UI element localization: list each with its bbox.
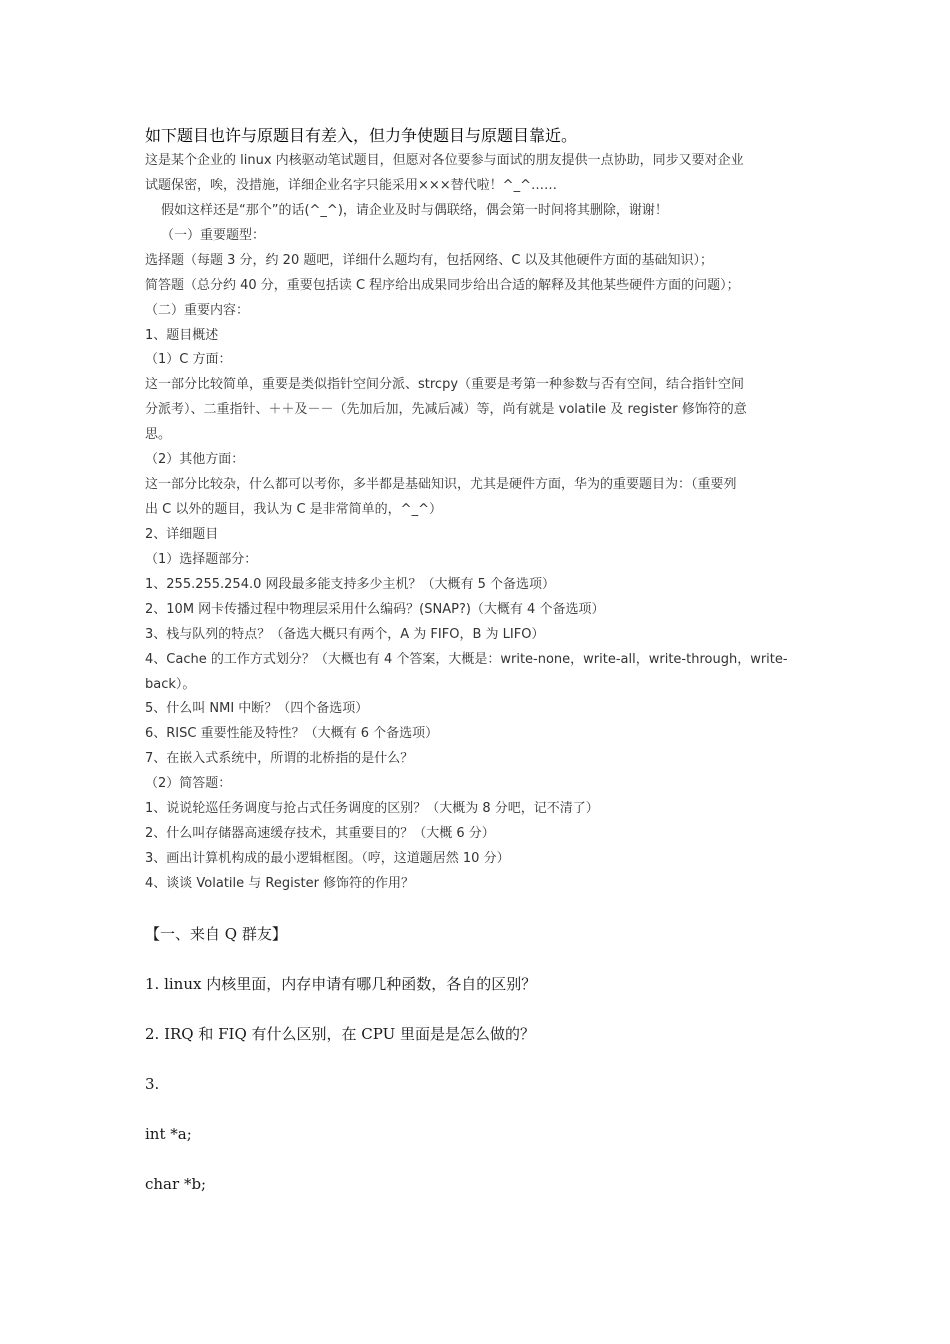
choice-item-7: 7、在嵌入式系统中，所谓的北桥指的是什么？ — [145, 751, 414, 766]
c-line-3: 思。 — [145, 427, 172, 442]
section1-label: （一）重要题型： — [161, 228, 266, 243]
intro-line-3: 假如这样还是“那个”的话(^_^)，请企业及时与偶联络，偶会第一时间将其删除，谢谢！ — [161, 203, 668, 218]
qgroup-item-1: 1. linux 内核里面，内存申请有哪几种函数，各自的区别？ — [145, 975, 537, 993]
document-title: 如下题目也许与原题目有差入，但力争使题目与原题目靠近。 — [145, 126, 578, 145]
choice-label: （1）选择题部分： — [145, 552, 258, 567]
c-section-label: （1）C 方面： — [145, 352, 232, 367]
intro-line-1: 这是某个企业的 linux 内核驱动笔试题目，但愿对各位要参与面试的朋友提供一点协助，同步又要对企业 — [145, 153, 744, 168]
qgroup-heading: 【一、来自 Q 群友】 — [145, 925, 287, 943]
c-line-2: 分派考）、二重指针、＋＋及－－（先加后加，先减后减）等，尚有就是 volatile 及 register 修饰符的意 — [145, 402, 747, 417]
short-item-1: 1、说说轮巡任务调度与抢占式任务调度的区别？（大概为 8 分吧，记不清了） — [145, 801, 599, 816]
section2-label: （二）重要内容： — [145, 303, 250, 318]
short-item-4: 4、谈谈 Volatile 与 Register 修饰符的作用？ — [145, 876, 415, 891]
choice-item-1: 1、255.255.254.0 网段最多能支持多少主机？（大概有 5 个备选项） — [145, 577, 556, 592]
code-line-int: int *a; — [145, 1125, 192, 1143]
section1-line-2: 简答题（总分约 40 分，重要包括读 C 程序给出成果同步给出合适的解释及其他某些硬件方面的问题）； — [145, 278, 740, 293]
choice-item-3: 3、栈与队列的特点？（备选大概只有两个，A 为 FIFO，B 为 LIFO） — [145, 627, 545, 642]
choice-item-5: 5、什么叫 NMI 中断？（四个备选项） — [145, 701, 369, 716]
choice-item-6: 6、RISC 重要性能及特性？（大概有 6 个备选项） — [145, 726, 439, 741]
choice-item-4-cont: back）。 — [145, 677, 196, 692]
qgroup-item-2: 2. IRQ 和 FIQ 有什么区别，在 CPU 里面是是怎么做的？ — [145, 1025, 536, 1043]
other-section-label: （2）其他方面： — [145, 452, 245, 467]
section1-line-1: 选择题（每题 3 分，约 20 题吧，详细什么题均有，包括网络、C 以及其他硬件方面的基础知识）； — [145, 253, 714, 268]
short-answer-label: （2）简答题： — [145, 776, 232, 791]
detail-label: 2、详细题目 — [145, 527, 219, 542]
intro-line-2: 试题保密，唉，没措施，详细企业名字只能采用×××替代啦！^_^…… — [145, 178, 557, 193]
code-line-char: char *b; — [145, 1175, 207, 1193]
overview-label: 1、题目概述 — [145, 328, 219, 343]
choice-item-2: 2、10M 网卡传播过程中物理层采用什么编码？(SNAP?)（大概有 4 个备选项） — [145, 602, 605, 617]
other-line-1: 这一部分比较杂，什么都可以考你，多半都是基础知识，尤其是硬件方面，华为的重要题目为：（重要列 — [145, 477, 737, 492]
choice-item-4: 4、Cache 的工作方式划分？（大概也有 4 个答案，大概是：write-none，write-all，write-through，write- — [145, 652, 788, 667]
qgroup-item-3: 3. — [145, 1075, 160, 1093]
other-line-2: 出 C 以外的题目，我认为 C 是非常简单的，^_^） — [145, 502, 442, 517]
c-line-1: 这一部分比较简单，重要是类似指针空间分派、strcpy（重要是考第一种参数与否有空间，结合指针空间 — [145, 377, 745, 392]
short-item-3: 3、画出计算机构成的最小逻辑框图。（哼，这道题居然 10 分） — [145, 851, 510, 866]
short-item-2: 2、什么叫存储器高速缓存技术，其重要目的？（大概 6 分） — [145, 826, 495, 841]
